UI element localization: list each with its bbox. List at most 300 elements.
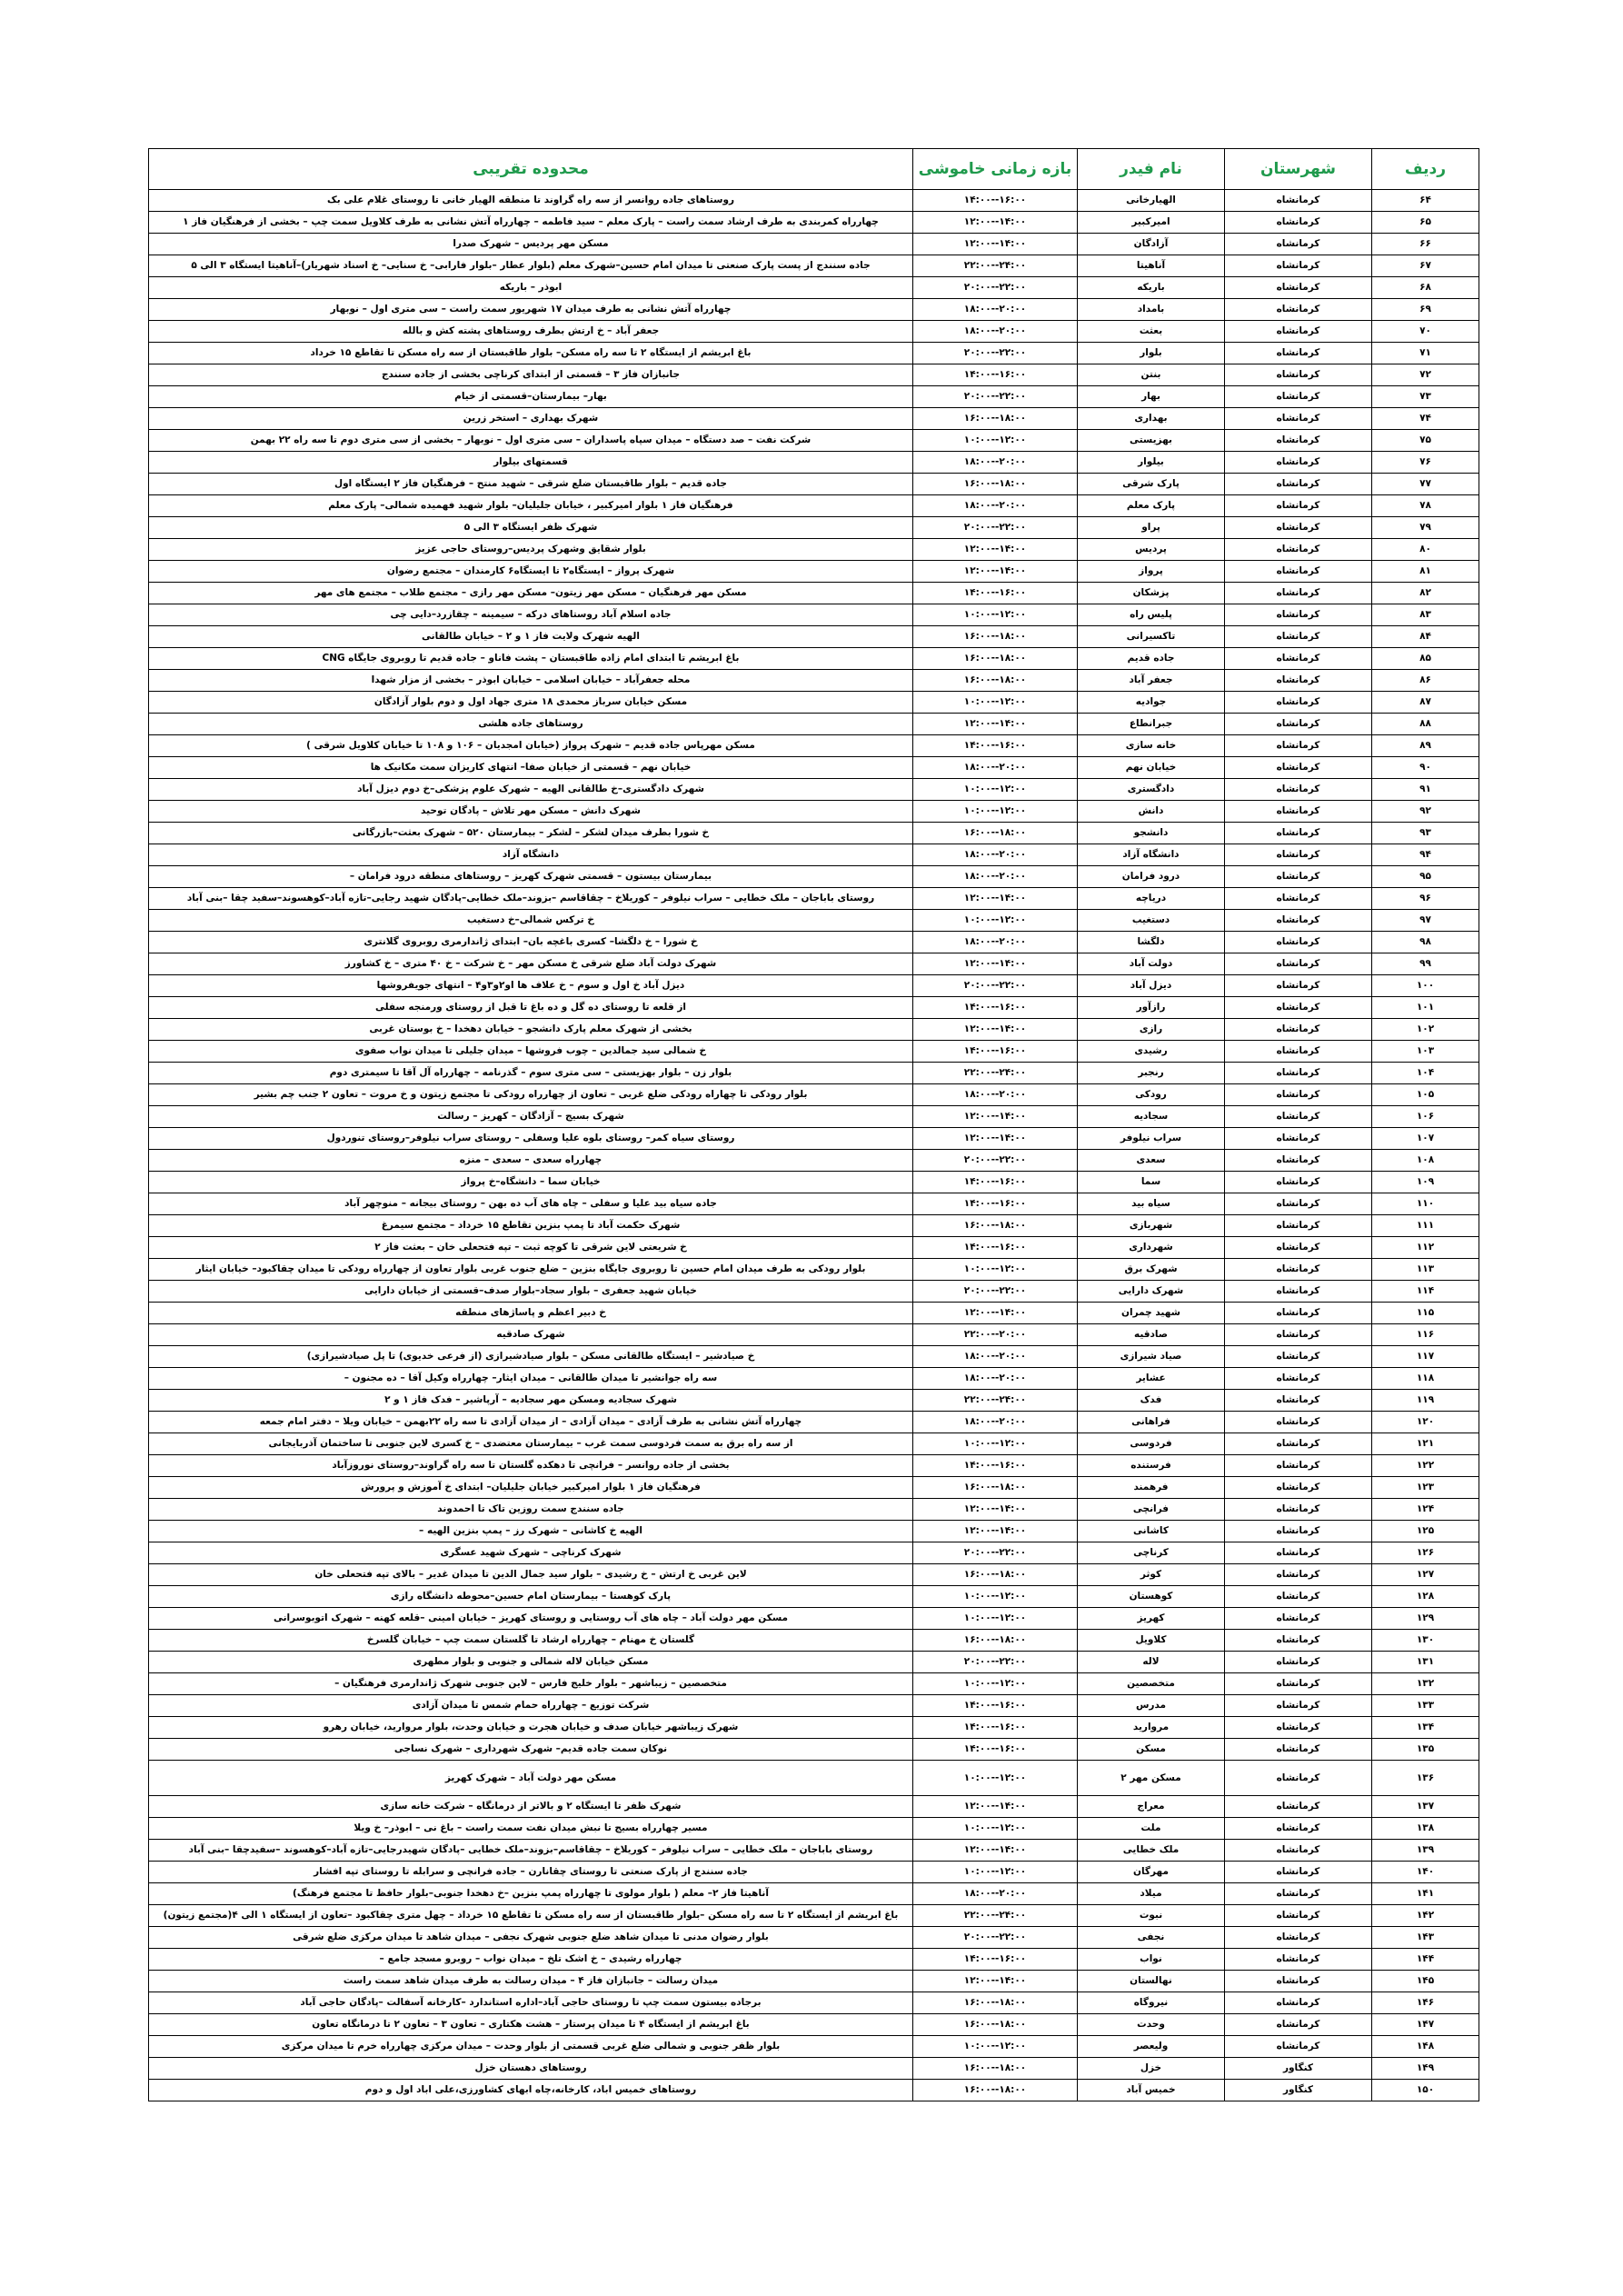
feeder-name-cell: سجادیه (1078, 1106, 1225, 1128)
city-cell: کرمانشاه (1225, 1608, 1372, 1630)
city-cell: کرمانشاه (1225, 1041, 1372, 1063)
feeder-name-cell: مدرس (1078, 1695, 1225, 1717)
row-number-cell: ۹۱ (1372, 779, 1479, 801)
outage-time-cell: ۱۸:۰۰--۲۰:۰۰ (913, 757, 1078, 779)
row-number-cell: ۱۴۷ (1372, 2014, 1479, 2036)
table-row (149, 1796, 1479, 1818)
city-cell: کرمانشاه (1225, 1303, 1372, 1324)
outage-time-cell: ۱۸:۰۰--۲۰:۰۰ (913, 932, 1078, 953)
outage-time-cell: ۱۸:۰۰--۲۰:۰۰ (913, 495, 1078, 517)
city-cell: کرمانشاه (1225, 1673, 1372, 1695)
table-row (149, 604, 1479, 626)
table-row (149, 299, 1479, 321)
city-cell: کرمانشاه (1225, 2014, 1372, 2036)
area-cell: چهارراه آتش نشانی به طرف آزادی – میدان آزادی – از میدان آزادی تا سه راه ۲۲بهمن – خیابان ویلا – دفتر امام جمعه (149, 1412, 913, 1433)
row-number-cell: ۱۰۱ (1372, 997, 1479, 1019)
outage-time-cell: ۱۸:۰۰--۲۰:۰۰ (913, 866, 1078, 888)
city-cell: کرمانشاه (1225, 1324, 1372, 1346)
table-row (149, 1193, 1479, 1215)
header-feeder: نام فیدر (1078, 149, 1225, 190)
table-row (149, 364, 1479, 386)
table-row (149, 670, 1479, 692)
outage-time-cell: ۱۶:۰۰--۱۸:۰۰ (913, 648, 1078, 670)
row-number-cell: ۱۱۲ (1372, 1237, 1479, 1259)
city-cell: کرمانشاه (1225, 1761, 1372, 1796)
table-row (149, 1818, 1479, 1840)
header-row-number: ردیف (1372, 149, 1479, 190)
table-row (149, 1652, 1479, 1673)
outage-time-cell: ۱۸:۰۰--۲۰:۰۰ (913, 1346, 1078, 1368)
city-cell: کرمانشاه (1225, 517, 1372, 539)
outage-time-cell: ۲۰:۰۰--۲۲:۰۰ (913, 1652, 1078, 1673)
city-cell: کرمانشاه (1225, 1346, 1372, 1368)
outage-time-cell: ۱۰:۰۰--۱۲:۰۰ (913, 1259, 1078, 1281)
outage-time-cell: ۱۲:۰۰--۱۴:۰۰ (913, 1303, 1078, 1324)
table-row (149, 1172, 1479, 1193)
outage-time-cell: ۱۶:۰۰--۱۸:۰۰ (913, 2080, 1078, 2101)
row-number-cell: ۱۱۴ (1372, 1281, 1479, 1303)
outage-time-cell: ۱۴:۰۰--۱۶:۰۰ (913, 1717, 1078, 1739)
city-cell: کرمانشاه (1225, 299, 1372, 321)
row-number-cell: ۹۵ (1372, 866, 1479, 888)
row-number-cell: ۱۴۶ (1372, 1992, 1479, 2014)
area-cell: جاده سنندج از پارک صنعتی تا روستای چقانارن – جاده فرانچی و سرابله تا روستای تپه افشار (149, 1862, 913, 1883)
area-cell: بخشی از جاده روانسر – فرانچی تا دهکده گلستان تا سه راه گراوند–روستای نوروزآباد (149, 1455, 913, 1477)
feeder-name-cell: جبرانطاع (1078, 714, 1225, 735)
outage-time-cell: ۱۴:۰۰--۱۶:۰۰ (913, 1695, 1078, 1717)
area-cell: روستای باباجان – ملک خطایی – سراب نیلوفر – کوریلاخ – چقاقاسم –بزوند–ملک خطایی–پادگان شهید رجایی–تازه آباد–کوهسوند–سفید چقا –بنی آباد (149, 888, 913, 910)
feeder-name-cell: شهرداری (1078, 1237, 1225, 1259)
area-cell: فرهنگیان فاز ۱ بلوار امیرکبیر خیابان جلیلیان– ابتدای خ آموزش و پرورش (149, 1477, 913, 1499)
table-row (149, 823, 1479, 844)
city-cell: کرمانشاه (1225, 212, 1372, 234)
feeder-name-cell: مروارید (1078, 1717, 1225, 1739)
feeder-name-cell: خمیس آباد (1078, 2080, 1225, 2101)
city-cell: کرمانشاه (1225, 1542, 1372, 1564)
table-row (149, 1150, 1479, 1172)
feeder-name-cell: شهرک دارایی (1078, 1281, 1225, 1303)
city-cell: کرمانشاه (1225, 1477, 1372, 1499)
row-number-cell: ۱۰۸ (1372, 1150, 1479, 1172)
table-row (149, 1761, 1479, 1796)
city-cell: کرمانشاه (1225, 1695, 1372, 1717)
row-number-cell: ۸۰ (1372, 539, 1479, 561)
feeder-name-cell: فدک (1078, 1390, 1225, 1412)
city-cell: کرمانشاه (1225, 932, 1372, 953)
outage-time-cell: ۱۲:۰۰--۱۴:۰۰ (913, 1106, 1078, 1128)
area-cell: روستای باباجان – ملک خطایی – سراب نیلوفر – کوریلاخ – چقاقاسم–بزوند–ملک خطایی –پادگان شهیدرجایی–تازه آباد–کوهسوند –سفیدچقا –بنی آباد (149, 1840, 913, 1862)
row-number-cell: ۱۳۴ (1372, 1717, 1479, 1739)
outage-time-cell: ۱۰:۰۰--۱۲:۰۰ (913, 1673, 1078, 1695)
row-number-cell: ۷۷ (1372, 474, 1479, 495)
city-cell: کرمانشاه (1225, 866, 1372, 888)
feeder-name-cell: پردیس (1078, 539, 1225, 561)
table-row (149, 910, 1479, 932)
row-number-cell: ۹۸ (1372, 932, 1479, 953)
feeder-name-cell: الهیارخانی (1078, 190, 1225, 212)
feeder-name-cell: سما (1078, 1172, 1225, 1193)
area-cell: میدان رسالت – جانبازان فاز ۴ – میدان رسالت به طرف میدان شاهد سمت راست (149, 1971, 913, 1992)
table-row (149, 1237, 1479, 1259)
area-cell: چهارراه آتش نشانی به طرف میدان ۱۷ شهریور سمت راست – سی متری اول – نوبهار (149, 299, 913, 321)
city-cell: کرمانشاه (1225, 343, 1372, 364)
outage-time-cell: ۱۲:۰۰--۱۴:۰۰ (913, 1796, 1078, 1818)
table-row (149, 2036, 1479, 2058)
area-cell: روستاهای دهستان خزل (149, 2058, 913, 2080)
city-cell: کرمانشاه (1225, 1949, 1372, 1971)
outage-time-cell: ۱۰:۰۰--۱۲:۰۰ (913, 801, 1078, 823)
row-number-cell: ۱۰۹ (1372, 1172, 1479, 1193)
area-cell: لاین غربی خ ارتش – خ رشیدی – بلوار سید جمال الدین تا میدان غدیر – بالای تپه فتحعلی خان (149, 1564, 913, 1586)
row-number-cell: ۷۵ (1372, 430, 1479, 452)
table-row (149, 583, 1479, 604)
outage-time-cell: ۱۰:۰۰--۱۲:۰۰ (913, 1862, 1078, 1883)
table-row (149, 343, 1479, 364)
outage-time-cell: ۱۴:۰۰--۱۶:۰۰ (913, 1949, 1078, 1971)
area-cell: فرهنگیان فاز ۱ بلوار امیرکبیر ، خیابان جلیلیان– بلوار شهید فهمیده شمالی– پارک معلم (149, 495, 913, 517)
feeder-name-cell: خیابان نهم (1078, 757, 1225, 779)
feeder-name-cell: رنجبر (1078, 1063, 1225, 1084)
table-row (149, 1586, 1479, 1608)
city-cell: کرمانشاه (1225, 801, 1372, 823)
outage-time-cell: ۱۸:۰۰--۲۰:۰۰ (913, 321, 1078, 343)
table-row (149, 1883, 1479, 1905)
outage-time-cell: ۱۸:۰۰--۲۰:۰۰ (913, 299, 1078, 321)
city-cell: کرمانشاه (1225, 1992, 1372, 2014)
row-number-cell: ۶۹ (1372, 299, 1479, 321)
area-cell: دانشگاه آزاد (149, 844, 913, 866)
outage-time-cell: ۲۰:۰۰--۲۲:۰۰ (913, 1927, 1078, 1949)
table-row (149, 277, 1479, 299)
table-row (149, 1063, 1479, 1084)
row-number-cell: ۱۴۸ (1372, 2036, 1479, 2058)
area-cell: چهارراه کمربندی به طرف ارشاد سمت راست – پارک معلم – سید فاطمه – چهارراه آتش نشانی به طرف کلاویل سمت چپ – بخشی از فرهنگیان فاز ۱ (149, 212, 913, 234)
city-cell: کرمانشاه (1225, 975, 1372, 997)
city-cell: کرمانشاه (1225, 1905, 1372, 1927)
outage-time-cell: ۱۸:۰۰--۲۰:۰۰ (913, 1368, 1078, 1390)
table-row (149, 1630, 1479, 1652)
feeder-name-cell: امیرکبیر (1078, 212, 1225, 234)
outage-time-cell: ۱۰:۰۰--۱۲:۰۰ (913, 1433, 1078, 1455)
table-row (149, 1521, 1479, 1542)
city-cell: کرمانشاه (1225, 1237, 1372, 1259)
city-cell: کرمانشاه (1225, 997, 1372, 1019)
feeder-name-cell: بیلوار (1078, 452, 1225, 474)
table-row (149, 1455, 1479, 1477)
city-cell: کرمانشاه (1225, 1971, 1372, 1992)
row-number-cell: ۱۳۹ (1372, 1840, 1479, 1862)
row-number-cell: ۱۴۲ (1372, 1905, 1479, 1927)
outage-time-cell: ۱۶:۰۰--۱۸:۰۰ (913, 2014, 1078, 2036)
outage-time-cell: ۱۰:۰۰--۱۲:۰۰ (913, 1586, 1078, 1608)
outage-time-cell: ۱۲:۰۰--۱۴:۰۰ (913, 234, 1078, 255)
table-row (149, 452, 1479, 474)
row-number-cell: ۱۰۳ (1372, 1041, 1479, 1063)
outage-time-cell: ۱۴:۰۰--۱۶:۰۰ (913, 1739, 1078, 1761)
feeder-name-cell: دانشجو (1078, 823, 1225, 844)
city-cell: کرمانشاه (1225, 1499, 1372, 1521)
area-cell: جاده سنندج از پست پارک صنعتی تا میدان امام حسین–شهرک معلم (بلوار عطار –بلوار فارابی– خ سنایی– خ اسناد شهریار)–آناهیتا ایستگاه ۳ الی ۵ (149, 255, 913, 277)
city-cell: کرمانشاه (1225, 670, 1372, 692)
row-number-cell: ۱۱۵ (1372, 1303, 1479, 1324)
area-cell: خ شورا – خ دلگشا– کسری باغچه بان– ابتدای ژاندارمری روبروی گلانتری (149, 932, 913, 953)
feeder-name-cell: تاکسیرانی (1078, 626, 1225, 648)
row-number-cell: ۸۲ (1372, 583, 1479, 604)
outage-time-cell: ۱۰:۰۰--۱۲:۰۰ (913, 430, 1078, 452)
city-cell: کرمانشاه (1225, 1433, 1372, 1455)
city-cell: کرمانشاه (1225, 888, 1372, 910)
feeder-name-cell: رازآور (1078, 997, 1225, 1019)
area-cell: مسکن مهرپاس جاده قدیم – شهرک پرواز (خیابان امجدیان – ۱۰۶ و ۱۰۸ تا خیابان کلاویل شرقی ) (149, 735, 913, 757)
outage-time-cell: ۲۰:۰۰--۲۲:۰۰ (913, 1150, 1078, 1172)
outage-time-cell: ۲۰:۰۰--۲۲:۰۰ (913, 517, 1078, 539)
city-cell: کرمانشاه (1225, 495, 1372, 517)
feeder-name-cell: آناهیتا (1078, 255, 1225, 277)
outage-time-cell: ۱۲:۰۰--۱۴:۰۰ (913, 561, 1078, 583)
city-cell: کرمانشاه (1225, 1564, 1372, 1586)
row-number-cell: ۷۲ (1372, 364, 1479, 386)
area-cell: سه راه جوانشیر تا میدان طالقانی – میدان ایثار– چهارراه وکیل آقا – ده مجنون – (149, 1368, 913, 1390)
feeder-name-cell: باریکه (1078, 277, 1225, 299)
table-row (149, 1259, 1479, 1281)
table-row (149, 779, 1479, 801)
table-row (149, 1433, 1479, 1455)
area-cell: شهرک بسیج – آزادگان – کهریز – رسالت (149, 1106, 913, 1128)
outage-time-cell: ۱۴:۰۰--۱۶:۰۰ (913, 1237, 1078, 1259)
outage-time-cell: ۱۴:۰۰--۱۶:۰۰ (913, 583, 1078, 604)
area-cell: شهرک بهداری – استخر زرین (149, 408, 913, 430)
area-cell: بلوار شقایق وشهرک پردیس–روستای حاجی عزیز (149, 539, 913, 561)
city-cell: کرمانشاه (1225, 1215, 1372, 1237)
area-cell: روستاهای خمیس اباد، کارخانه،چاه ابهای کشاورزی،علی اباد اول و دوم (149, 2080, 913, 2101)
area-cell: از سه راه برق به سمت فردوسی سمت غرب – بیمارستان معتضدی – خ کسری لاین جنوبی تا ساختمان آذربایجانی (149, 1433, 913, 1455)
feeder-name-cell: بهداری (1078, 408, 1225, 430)
area-cell: روستاهای جاده هلشی (149, 714, 913, 735)
city-cell: کرمانشاه (1225, 779, 1372, 801)
city-cell: کرمانشاه (1225, 1455, 1372, 1477)
city-cell: کرمانشاه (1225, 2036, 1372, 2058)
area-cell: بلوار رودکی به طرف میدان امام حسین تا روبروی جایگاه بنزین – ضلع جنوب غربی بلوار تعاون از چهارراه رودکی تا میدان چقاکبود– خیابان ایثار (149, 1259, 913, 1281)
feeder-name-cell: درود فرامان (1078, 866, 1225, 888)
outage-time-cell: ۱۶:۰۰--۱۸:۰۰ (913, 408, 1078, 430)
row-number-cell: ۸۷ (1372, 692, 1479, 714)
table-row (149, 866, 1479, 888)
table-row (149, 801, 1479, 823)
feeder-name-cell: پراو (1078, 517, 1225, 539)
row-number-cell: ۱۰۴ (1372, 1063, 1479, 1084)
table-row (149, 408, 1479, 430)
area-cell: روستاهای جاده روانسر از سه راه گراوند تا منطقه الهیار خانی تا روستای غلام علی بک (149, 190, 913, 212)
outage-time-cell: ۱۴:۰۰--۱۶:۰۰ (913, 1041, 1078, 1063)
city-cell: کرمانشاه (1225, 735, 1372, 757)
city-cell: کرمانشاه (1225, 1739, 1372, 1761)
city-cell: کرمانشاه (1225, 1796, 1372, 1818)
feeder-name-cell: کلاویل (1078, 1630, 1225, 1652)
row-number-cell: ۱۱۶ (1372, 1324, 1479, 1346)
table-row (149, 1303, 1479, 1324)
city-cell: کرمانشاه (1225, 1128, 1372, 1150)
area-cell: بهار– بیمارستان–قسمتی از خیام (149, 386, 913, 408)
feeder-name-cell: ولیعصر (1078, 2036, 1225, 2058)
area-cell: شهرک دادگستری–خ طالقانی الهیه – شهرک علوم پزشکی–خ دوم دیزل آباد (149, 779, 913, 801)
area-cell: پارک کوهستا – بیمارستان امام حسین–محوطه دانشگاه رازی (149, 1586, 913, 1608)
row-number-cell: ۱۴۴ (1372, 1949, 1479, 1971)
table-row (149, 932, 1479, 953)
table-row (149, 1739, 1479, 1761)
outage-time-cell: ۱۴:۰۰--۱۶:۰۰ (913, 997, 1078, 1019)
area-cell: باغ ابریشم از ایستگاه ۴ تا میدان پرستار – هشت هکتاری – تعاون ۳ – تعاون ۲ تا درمانگاه تعاون (149, 2014, 913, 2036)
outage-time-cell: ۱۸:۰۰--۲۰:۰۰ (913, 844, 1078, 866)
table-row (149, 844, 1479, 866)
row-number-cell: ۸۴ (1372, 626, 1479, 648)
area-cell: شهرک ظفر ایستگاه ۳ الی ۵ (149, 517, 913, 539)
outage-schedule-table (148, 148, 1479, 2101)
table-row (149, 212, 1479, 234)
table-row (149, 1949, 1479, 1971)
feeder-name-cell: جعفر آباد (1078, 670, 1225, 692)
table-row (149, 757, 1479, 779)
city-cell: کرمانشاه (1225, 539, 1372, 561)
area-cell: شرکت توزیع – چهارراه حمام شمس تا میدان آزادی (149, 1695, 913, 1717)
feeder-name-cell: دانشگاه آزاد (1078, 844, 1225, 866)
feeder-name-cell: کاشانی (1078, 1521, 1225, 1542)
table-row (149, 1717, 1479, 1739)
outage-time-cell: ۱۰:۰۰--۱۲:۰۰ (913, 1608, 1078, 1630)
outage-time-cell: ۱۰:۰۰--۱۲:۰۰ (913, 692, 1078, 714)
outage-time-cell: ۲۲:۰۰--۲۴:۰۰ (913, 1905, 1078, 1927)
row-number-cell: ۱۲۷ (1372, 1564, 1479, 1586)
city-cell: کرمانشاه (1225, 692, 1372, 714)
table-row (149, 975, 1479, 997)
area-cell: شهرک کرناچی – شهرک شهید عسگری (149, 1542, 913, 1564)
city-cell: کرمانشاه (1225, 844, 1372, 866)
city-cell: کرمانشاه (1225, 648, 1372, 670)
row-number-cell: ۱۰۲ (1372, 1019, 1479, 1041)
table-row (149, 1041, 1479, 1063)
outage-time-cell: ۱۶:۰۰--۱۸:۰۰ (913, 1215, 1078, 1237)
row-number-cell: ۸۹ (1372, 735, 1479, 757)
area-cell: دیزل آباد خ اول و سوم – خ علاف ها او۲و۳و۴ – انتهای جویفروشها (149, 975, 913, 997)
outage-time-cell: ۱۲:۰۰--۱۴:۰۰ (913, 953, 1078, 975)
city-cell: کرمانشاه (1225, 1063, 1372, 1084)
outage-time-cell: ۱۰:۰۰--۱۲:۰۰ (913, 1761, 1078, 1796)
row-number-cell: ۷۱ (1372, 343, 1479, 364)
feeder-name-cell: بهزیستی (1078, 430, 1225, 452)
outage-time-cell: ۱۰:۰۰--۱۲:۰۰ (913, 604, 1078, 626)
area-cell: روستای سیاه کمر– روستای بلوه علیا وسفلی – روستای سراب نیلوفر–روستای تنوردول (149, 1128, 913, 1150)
outage-time-cell: ۱۲:۰۰--۱۴:۰۰ (913, 1840, 1078, 1862)
feeder-name-cell: کهریز (1078, 1608, 1225, 1630)
area-cell: شهرک دانش – مسکن مهر تلاش – پادگان توحید (149, 801, 913, 823)
area-cell: خ دبیر اعظم و پاساژهای منطقه (149, 1303, 913, 1324)
row-number-cell: ۱۲۲ (1372, 1455, 1479, 1477)
table-row (149, 2014, 1479, 2036)
outage-time-cell: ۱۰:۰۰--۱۲:۰۰ (913, 779, 1078, 801)
city-cell: کرمانشاه (1225, 953, 1372, 975)
city-cell: کنگاور (1225, 2058, 1372, 2080)
area-cell: باغ ابریشم از ایستگاه ۲ تا سه راه مسکن– بلوار طاقبستان از سه راه مسکن تا تقاطع ۱۵ خرداد (149, 343, 913, 364)
city-cell: کرمانشاه (1225, 910, 1372, 932)
area-cell: جاده قدیم – بلوار طاقبستان ضلع شرقی – شهید منتح – فرهنگیان فاز ۲ ایستگاه اول (149, 474, 913, 495)
header-row (149, 149, 1479, 190)
city-cell: کرمانشاه (1225, 1927, 1372, 1949)
feeder-name-cell: فراهانی (1078, 1412, 1225, 1433)
area-cell: مسیر چهارراه بسیج تا نبش میدان نفت سمت راست – باغ نی – ابوذر– خ ویلا (149, 1818, 913, 1840)
outage-time-cell: ۲۰:۰۰--۲۲:۰۰ (913, 975, 1078, 997)
row-number-cell: ۱۳۰ (1372, 1630, 1479, 1652)
feeder-name-cell: بعثت (1078, 321, 1225, 343)
area-cell: مسکن خیابان سرباز محمدی ۱۸ متری جهاد اول و دوم بلوار آزادگان (149, 692, 913, 714)
feeder-name-cell: دولت آباد (1078, 953, 1225, 975)
outage-time-cell: ۲۲:۰۰--۲۴:۰۰ (913, 1390, 1078, 1412)
table-row (149, 2080, 1479, 2101)
city-cell: کرمانشاه (1225, 430, 1372, 452)
feeder-name-cell: شهربازی (1078, 1215, 1225, 1237)
city-cell: کرمانشاه (1225, 1259, 1372, 1281)
table-row (149, 1673, 1479, 1695)
feeder-name-cell: فردوسی (1078, 1433, 1225, 1455)
feeder-name-cell: مهرگان (1078, 1862, 1225, 1883)
table-row (149, 735, 1479, 757)
feeder-name-cell: کوثر (1078, 1564, 1225, 1586)
city-cell: کرمانشاه (1225, 823, 1372, 844)
outage-time-cell: ۱۴:۰۰--۱۶:۰۰ (913, 364, 1078, 386)
city-cell: کرمانشاه (1225, 474, 1372, 495)
feeder-name-cell: سیاه بید (1078, 1193, 1225, 1215)
area-cell: محله جعفرآباد – خیابان اسلامی – خیابان ابوذر – بخشی از مزار شهدا (149, 670, 913, 692)
table-row (149, 1324, 1479, 1346)
city-cell: کرمانشاه (1225, 1717, 1372, 1739)
table-row (149, 1368, 1479, 1390)
outage-time-cell: ۱۶:۰۰--۱۸:۰۰ (913, 1992, 1078, 2014)
row-number-cell: ۱۴۵ (1372, 1971, 1479, 1992)
outage-time-cell: ۱۶:۰۰--۱۸:۰۰ (913, 626, 1078, 648)
row-number-cell: ۱۱۱ (1372, 1215, 1479, 1237)
feeder-name-cell: بامداد (1078, 299, 1225, 321)
outage-time-cell: ۱۸:۰۰--۲۰:۰۰ (913, 1412, 1078, 1433)
row-number-cell: ۱۱۳ (1372, 1259, 1479, 1281)
row-number-cell: ۸۳ (1372, 604, 1479, 626)
outage-time-cell: ۲۲:۰۰--۲۴:۰۰ (913, 255, 1078, 277)
table-row (149, 692, 1479, 714)
area-cell: جعفر آباد – خ ارتش بطرف روستاهای پشته کش و بالله (149, 321, 913, 343)
area-cell: چهارراه رشیدی – خ اشک تلخ – میدان نواب – روبرو مسجد جامع – (149, 1949, 913, 1971)
area-cell: خ شورا بطرف میدان لشکر – لشکر – بیمارستان ۵۲۰ – شهرک بعثت–بازرگانی (149, 823, 913, 844)
outage-time-cell: ۱۰:۰۰--۱۲:۰۰ (913, 2036, 1078, 2058)
area-cell: شهرک صادقیه (149, 1324, 913, 1346)
outage-time-cell: ۱۴:۰۰--۱۶:۰۰ (913, 190, 1078, 212)
outage-time-cell: ۲۰:۰۰--۲۲:۰۰ (913, 277, 1078, 299)
feeder-name-cell: کرناچی (1078, 1542, 1225, 1564)
area-cell: جاده سیاه بید علیا و سفلی – چاه های آب ده بهن – روستای بیجانه – منوچهر آباد (149, 1193, 913, 1215)
feeder-name-cell: شهرک برق (1078, 1259, 1225, 1281)
row-number-cell: ۱۰۷ (1372, 1128, 1479, 1150)
area-cell: جاده اسلام آباد روستاهای درکه – سیمینه – چقازرد–دایی چی (149, 604, 913, 626)
row-number-cell: ۸۸ (1372, 714, 1479, 735)
city-cell: کرمانشاه (1225, 321, 1372, 343)
row-number-cell: ۹۳ (1372, 823, 1479, 844)
feeder-name-cell: پزشکان (1078, 583, 1225, 604)
table-row (149, 1281, 1479, 1303)
table-row (149, 1412, 1479, 1433)
outage-time-cell: ۱۶:۰۰--۱۸:۰۰ (913, 1564, 1078, 1586)
feeder-name-cell: صیاد شیرازی (1078, 1346, 1225, 1368)
feeder-name-cell: پرواز (1078, 561, 1225, 583)
table-row (149, 714, 1479, 735)
row-number-cell: ۶۸ (1372, 277, 1479, 299)
area-cell: خ شمالی سید جمالدین – چوب فروشها – میدان جلیلی تا میدان نواب صفوی (149, 1041, 913, 1063)
outage-time-cell: ۱۰:۰۰--۱۲:۰۰ (913, 1818, 1078, 1840)
